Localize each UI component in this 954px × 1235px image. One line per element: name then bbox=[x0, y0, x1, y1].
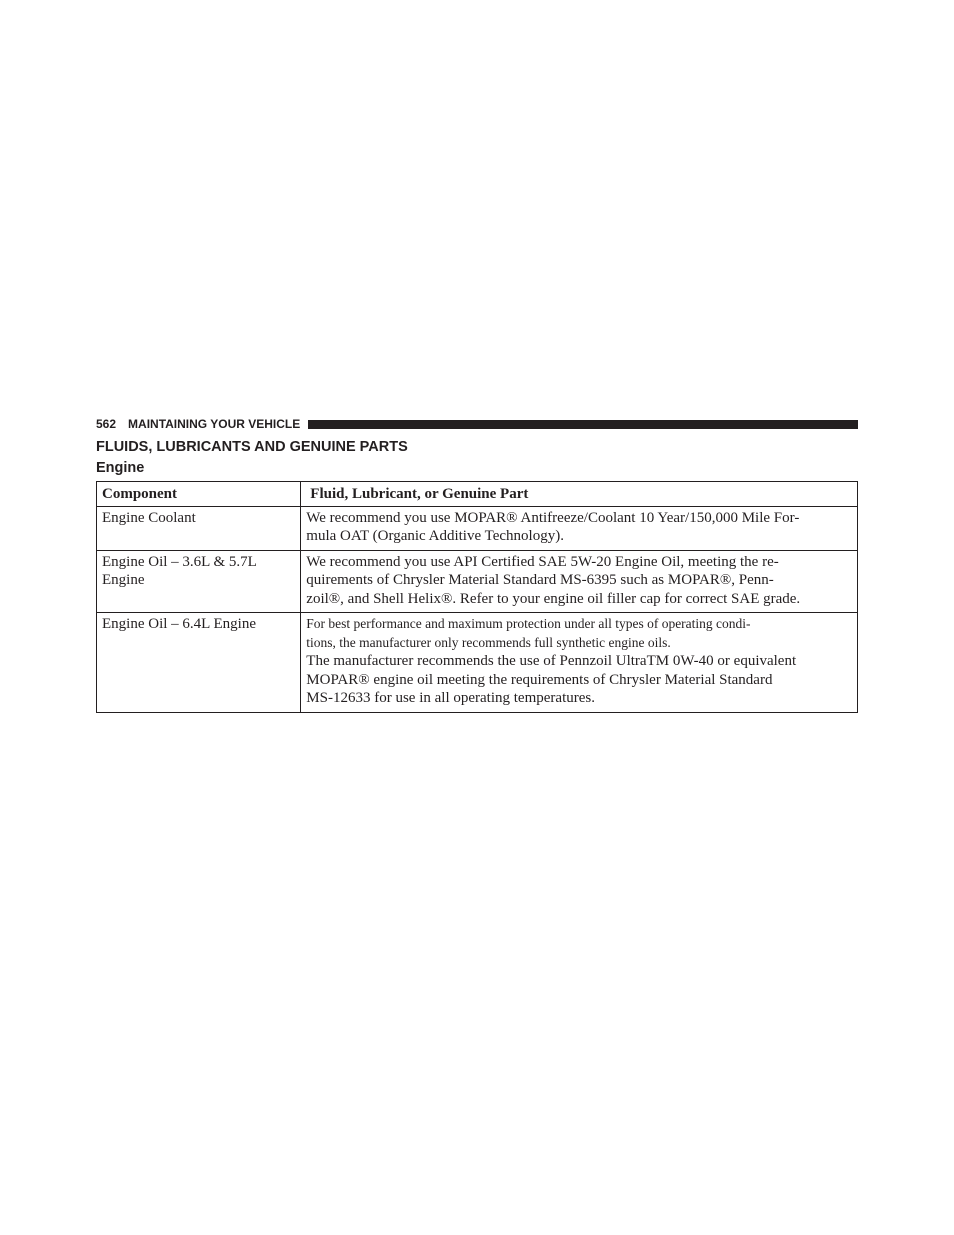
description-line: quirements of Chrysler Material Standard MS-6395 such as MOPAR®, Penn- bbox=[306, 572, 774, 588]
description-line: The manufacturer recommends the use of Pennzoil UltraTM 0W-40 or equivalent bbox=[306, 653, 797, 669]
fluids-table bbox=[96, 481, 858, 713]
component-cell bbox=[97, 613, 301, 713]
running-header-section: MAINTAINING YOUR VEHICLE bbox=[128, 417, 301, 431]
column-header-component: Component bbox=[97, 482, 301, 507]
table-row bbox=[97, 550, 858, 613]
description-note-line: tions, the manufacturer only recommends full synthetic engine oils. bbox=[306, 634, 671, 650]
description-line: MS-12633 for use in all operating temperatures. bbox=[306, 690, 595, 706]
component-cell bbox=[97, 506, 301, 550]
description-cell bbox=[301, 613, 858, 713]
table-header-row bbox=[97, 482, 858, 507]
description-line: MOPAR® engine oil meeting the requirements of Chrysler Material Standard bbox=[306, 671, 773, 688]
component-text: Engine Coolant bbox=[102, 509, 196, 526]
description-line: zoil®, and Shell Helix®. Refer to your engine oil filler cap for correct SAE grade. bbox=[306, 590, 801, 607]
section-title: FLUIDS, LUBRICANTS AND GENUINE PARTS bbox=[96, 439, 408, 455]
subsection-title: Engine bbox=[96, 460, 145, 476]
table-row bbox=[97, 506, 858, 550]
description-line: We recommend you use API Certified SAE 5W-20 Engine Oil, meeting the re- bbox=[306, 553, 779, 570]
description-line: We recommend you use MOPAR® Antifreeze/Coolant 10 Year/150,000 Mile For- bbox=[306, 509, 800, 526]
component-text: Engine Oil – 3.6L & 5.7L bbox=[102, 553, 257, 570]
description-line: mula OAT (Organic Additive Technology). bbox=[306, 528, 564, 544]
description-cell bbox=[301, 506, 858, 550]
description-note-line: For best performance and maximum protection under all types of operating condi- bbox=[306, 616, 751, 631]
column-header-fluid: Fluid, Lubricant, or Genuine Part bbox=[301, 482, 858, 507]
description-cell bbox=[301, 550, 858, 613]
table-row bbox=[97, 613, 858, 713]
header-rule bbox=[308, 420, 858, 429]
component-cell bbox=[97, 550, 301, 613]
running-header bbox=[96, 417, 858, 431]
page-number: 562 bbox=[96, 417, 117, 431]
component-text: Engine bbox=[102, 572, 145, 588]
component-text: Engine Oil – 6.4L Engine bbox=[102, 616, 256, 632]
